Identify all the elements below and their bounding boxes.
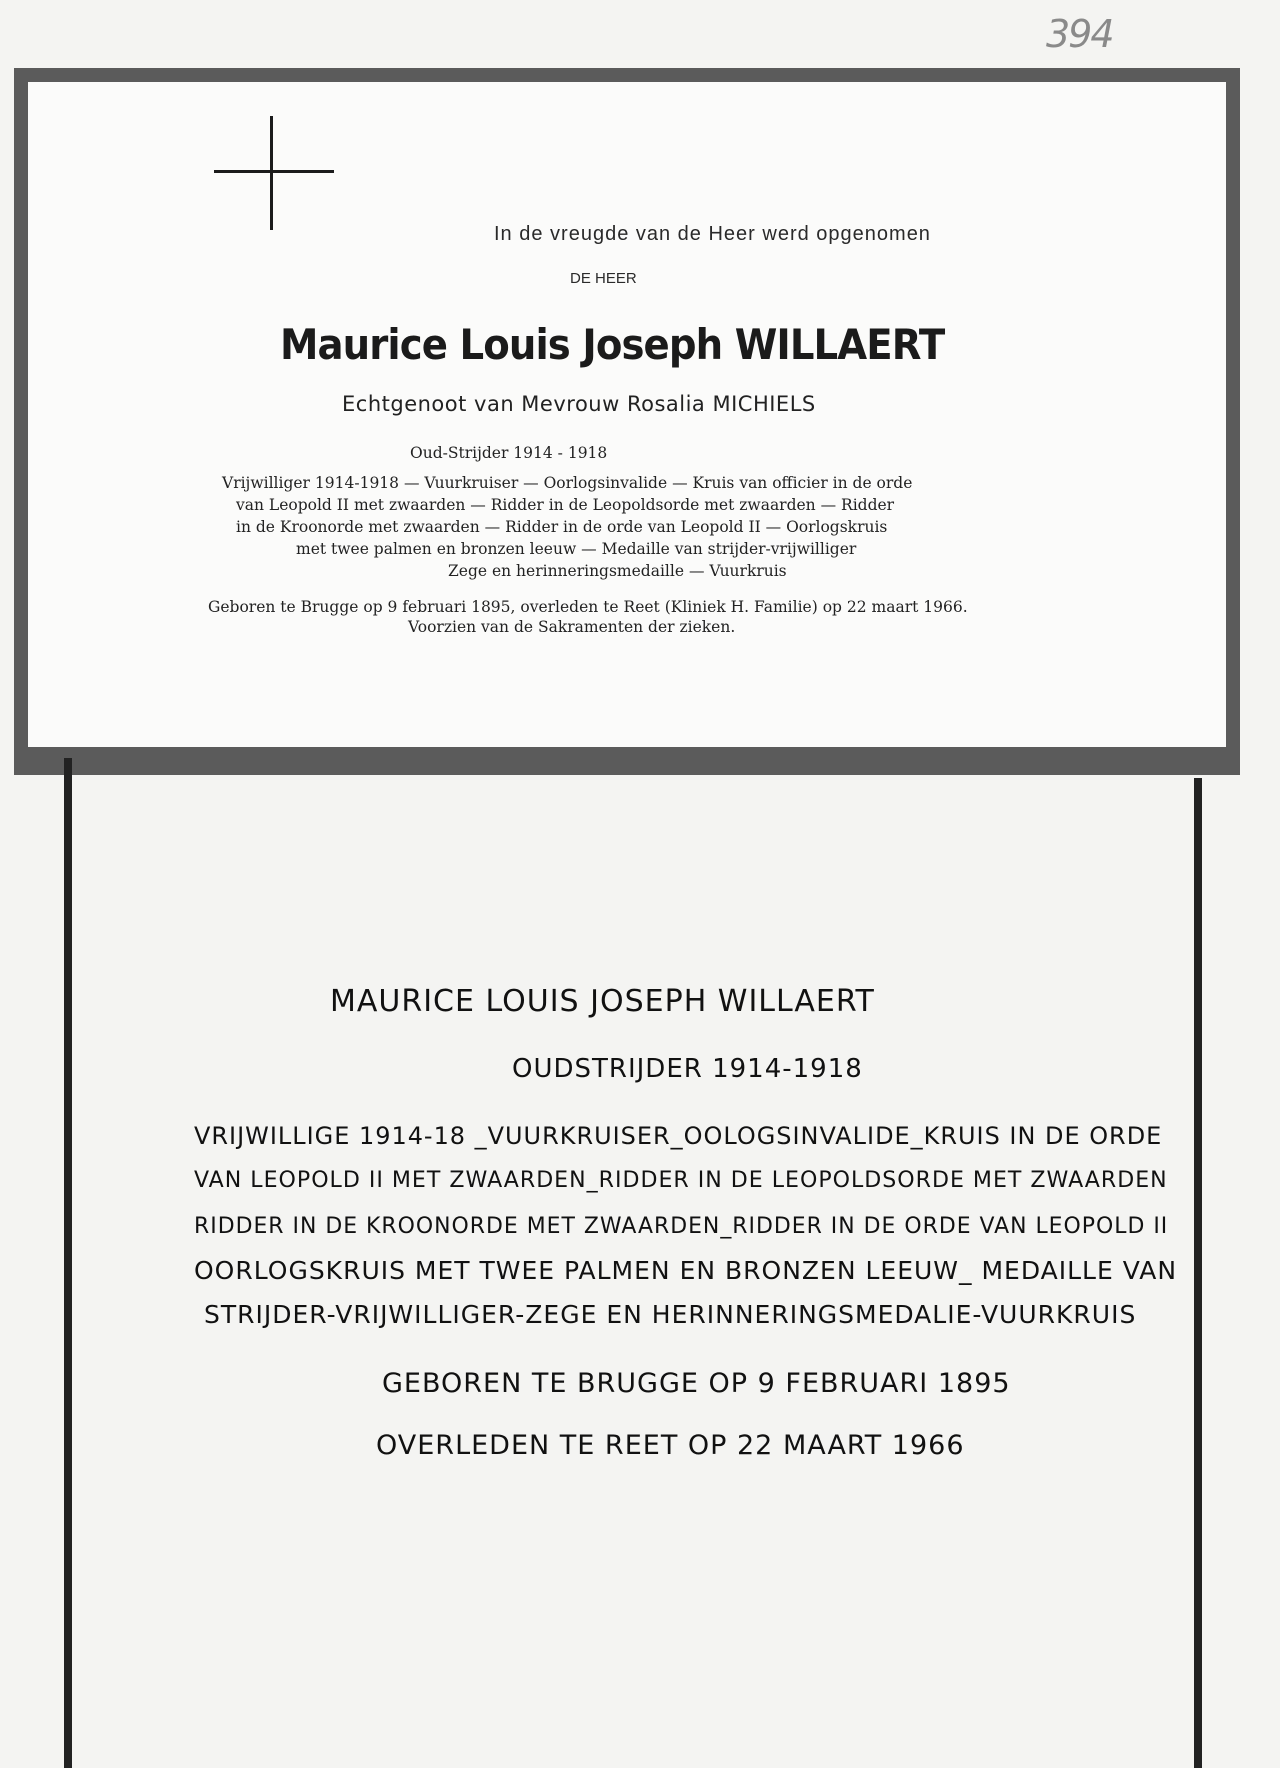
honours-line: in de Kroonorde met zwaarden — Ridder in de orde van Leopold II — Oorlogskruis: [236, 518, 888, 536]
spouse-text: Echtgenoot van Mevrouw Rosalia MICHIELS: [342, 392, 816, 416]
sacraments-text: Voorzien van de Sakramenten der zieken.: [408, 618, 736, 636]
right-border-line: [1194, 778, 1202, 1768]
handwritten-line: VAN LEOPOLD II MET ZWAARDEN_RIDDER IN DE LEOPOLDSORDE MET ZWAARDEN: [194, 1168, 1168, 1193]
page-number: 394: [1046, 12, 1113, 56]
handwritten-line: OVERLEDEN TE REET OP 22 MAART 1966: [376, 1430, 965, 1461]
handwritten-line: STRIJDER-VRIJWILLIGER-ZEGE EN HERINNERINGSMEDALIE-VUURKRUIS: [204, 1300, 1137, 1329]
handwritten-line: RIDDER IN DE KROONORDE MET ZWAARDEN_RIDDER IN DE ORDE VAN LEOPOLD II: [194, 1214, 1169, 1239]
title-text: DE HEER: [570, 270, 637, 287]
honours-line: met twee palmen en bronzen leeuw — Medaille van strijder-vrijwilliger: [296, 540, 857, 558]
honours-line: Zege en herinneringsmedaille — Vuurkruis: [448, 562, 787, 580]
honours-line: Vrijwilliger 1914-1918 — Vuurkruiser — Oorlogsinvalide — Kruis van officier in de orde: [222, 474, 913, 492]
veteran-text: Oud-Strijder 1914 - 1918: [410, 444, 608, 462]
cross-icon: [214, 116, 334, 230]
left-border-line: [64, 758, 72, 1768]
handwritten-line: OUDSTRIJDER 1914-1918: [512, 1054, 863, 1084]
deceased-name: Maurice Louis Joseph WILLAERT: [280, 320, 945, 369]
birth-death-text: Geboren te Brugge op 9 februari 1895, overleden te Reet (Kliniek H. Familie) op 22 maart 1966.: [208, 598, 968, 616]
handwritten-line: OORLOGSKRUIS MET TWEE PALMEN EN BRONZEN LEEUW_ MEDAILLE VAN: [194, 1256, 1178, 1285]
honours-line: van Leopold II met zwaarden — Ridder in de Leopoldsorde met zwaarden — Ridder: [236, 496, 895, 514]
handwritten-line: GEBOREN TE BRUGGE OP 9 FEBRUARI 1895: [382, 1368, 1011, 1399]
intro-text: In de vreugde van de Heer werd opgenomen: [494, 223, 931, 245]
handwritten-line: MAURICE LOUIS JOSEPH WILLAERT: [330, 984, 875, 1019]
handwritten-line: VRIJWILLIGE 1914-18 _VUURKRUISER_OOLOGSINVALIDE_KRUIS IN DE ORDE: [194, 1122, 1163, 1150]
death-notice-card: [14, 68, 1240, 775]
